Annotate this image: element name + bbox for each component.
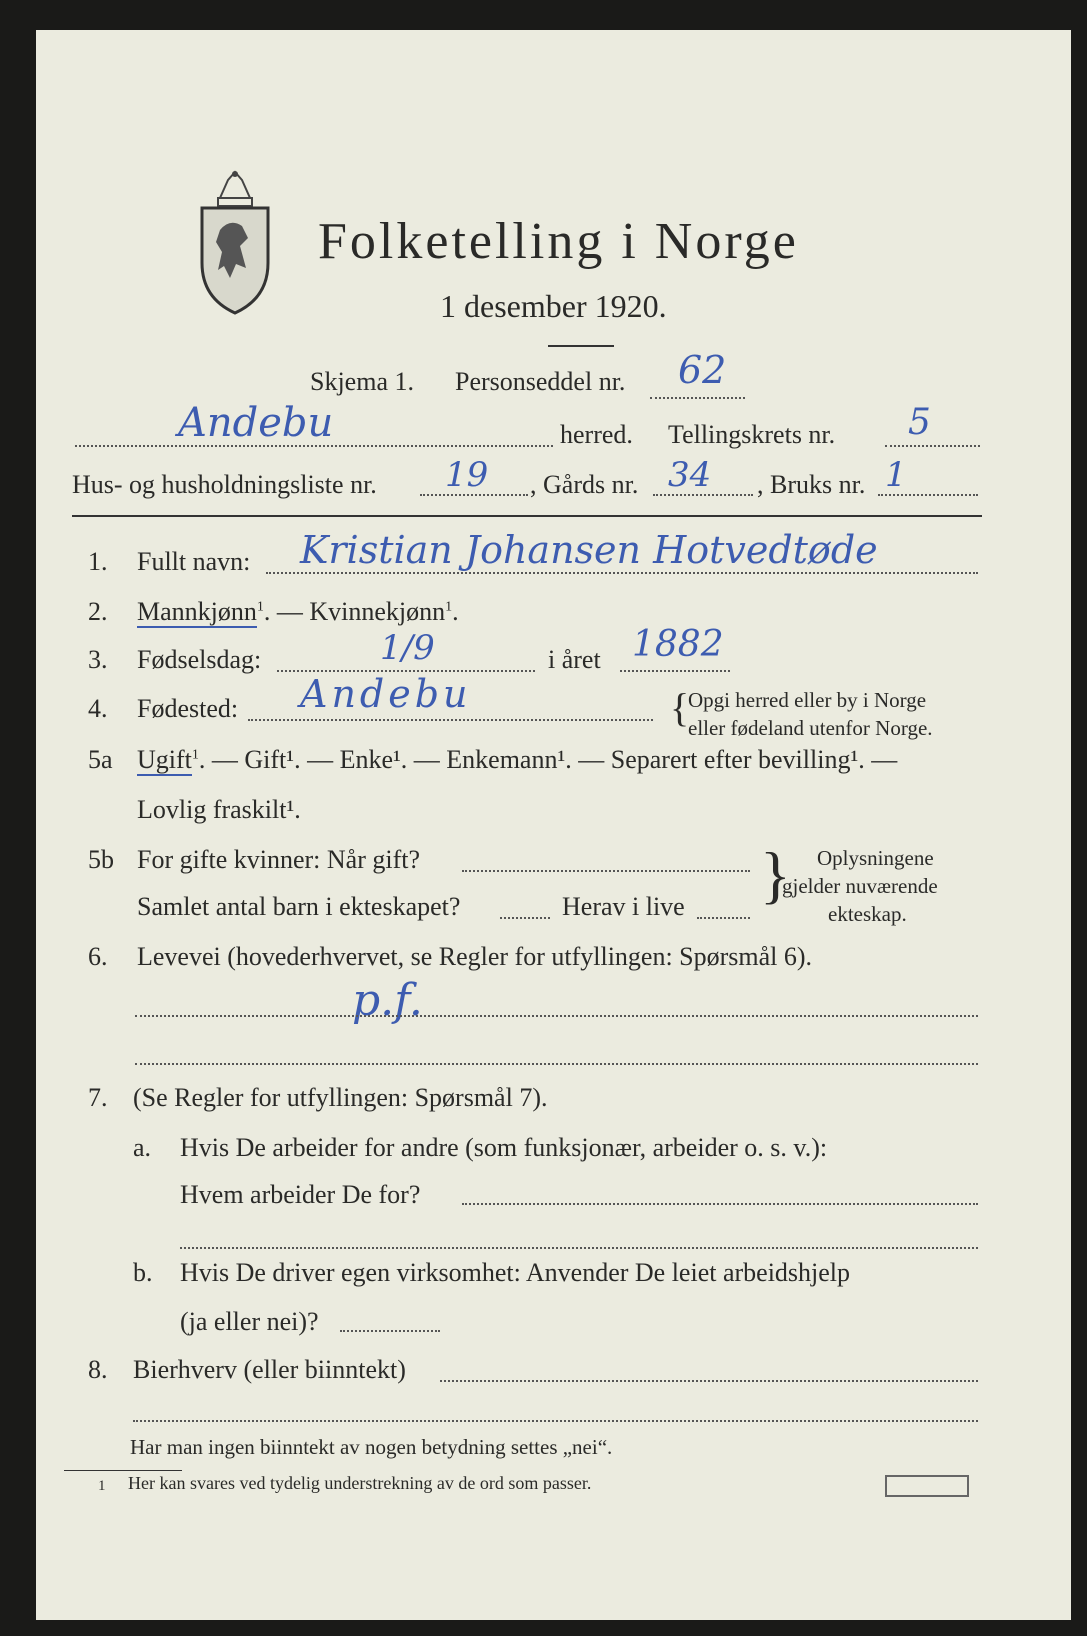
q4-note-line2: eller fødeland utenfor Norge. [688, 716, 933, 740]
q5b-line1: For gifte kvinner: Når gift? [137, 845, 421, 874]
form-title: Folketelling i Norge [318, 213, 799, 270]
gards-label: , Gårds nr. [530, 470, 639, 499]
q5b-note-2: gjelder nuværende [782, 874, 938, 898]
coat-of-arms-icon [190, 168, 280, 318]
q4-answer[interactable]: Andebu [300, 672, 472, 716]
footer-note: Har man ingen biinntekt av nogen betydning settes „nei“. [130, 1435, 613, 1459]
q4-number: 4. [88, 694, 108, 723]
q7-number: 7. [88, 1083, 108, 1112]
q6-answer[interactable]: p.f. [352, 975, 423, 1026]
bruks-value[interactable]: 1 [885, 455, 907, 495]
q8-number: 8. [88, 1355, 108, 1384]
q2-option-kvinnekjonn[interactable]: Kvinnekjønn [309, 597, 446, 626]
q4-note-brace: { [670, 685, 690, 730]
census-date: 1 desember 1920. [440, 288, 667, 324]
footnote-rule [64, 1470, 182, 1471]
q7-label: (Se Regler for utfyllingen: Spørsmål 7). [133, 1083, 548, 1112]
q3-year-value[interactable]: 1882 [632, 624, 724, 665]
q8-label: Bierhverv (eller biinntekt) [133, 1355, 406, 1384]
q2-option-mannkjonn[interactable]: Mannkjønn [137, 597, 257, 626]
q3-answer[interactable]: 1/9 [380, 628, 435, 668]
q3-label: Fødselsdag: [137, 645, 262, 674]
q4-label: Fødested: [137, 694, 239, 723]
q1-answer[interactable]: Kristian Johansen Hotvedtøde [300, 528, 878, 572]
q7b-sub: (ja eller nei)? [180, 1307, 319, 1336]
hus-value[interactable]: 19 [445, 455, 489, 495]
q5a-number: 5a [88, 745, 113, 774]
q3-year-label: i året [548, 645, 601, 674]
personseddel-label: Personseddel nr. [455, 367, 626, 396]
q7a-text: Hvis De arbeider for andre (som funksjonær, arbeider o. s. v.): [180, 1133, 828, 1162]
q5b-number: 5b [88, 845, 114, 874]
q4-note-line1: Opgi herred eller by i Norge [688, 688, 927, 712]
header-rule [72, 515, 982, 517]
q5b-line2a: Samlet antal barn i ekteskapet? [137, 892, 461, 921]
q1-label: Fullt navn: [137, 547, 251, 576]
q2-number: 2. [88, 597, 108, 626]
personseddel-value[interactable]: 62 [678, 348, 727, 392]
q5b-note-3: ekteskap. [828, 902, 907, 926]
q3-number: 3. [88, 645, 108, 674]
skjema-label: Skjema 1. [310, 367, 414, 396]
printer-stamp [885, 1475, 969, 1497]
q5b-brace: } [760, 839, 791, 910]
q7b-text: Hvis De driver egen virksomhet: Anvender De leiet arbeidshjelp [180, 1258, 851, 1287]
q5b-line2b: Herav i live [562, 892, 685, 921]
q7b-letter: b. [133, 1258, 153, 1287]
gards-value[interactable]: 34 [668, 455, 712, 495]
hus-label: Hus- og husholdningsliste nr. [72, 470, 377, 499]
q5a-line2[interactable]: Lovlig fraskilt¹. [137, 795, 301, 824]
q2-options: Mannkjønn$^1$. — Kvinnekjønn$^1$. [137, 597, 459, 626]
q5a-options: Ugift$^1$. — Gift¹. — Enke¹. — Enkemann¹. — Separert efter bevilling¹. — [137, 745, 898, 774]
q1-number: 1. [88, 547, 108, 576]
footnote-text: Her kan svares ved tydelig understrekning av de ord som passer. [128, 1473, 592, 1493]
q7a-letter: a. [133, 1133, 152, 1162]
q6-label: Levevei (hovederhvervet, se Regler for utfyllingen: Spørsmål 6). [137, 942, 813, 971]
title-rule [548, 345, 614, 347]
footnote-mark: 1 [98, 1478, 106, 1494]
bruks-label: , Bruks nr. [757, 470, 866, 499]
q5a-option-ugift[interactable]: Ugift [137, 745, 192, 774]
tellingskrets-label: Tellingskrets nr. [668, 420, 836, 449]
tellingskrets-value[interactable]: 5 [908, 402, 931, 443]
q6-number: 6. [88, 942, 108, 971]
q7a-sub: Hvem arbeider De for? [180, 1180, 421, 1209]
q5b-note-1: Oplysningene [817, 846, 934, 870]
herred-label: herred. [560, 420, 633, 449]
herred-value[interactable]: Andebu [178, 400, 334, 446]
